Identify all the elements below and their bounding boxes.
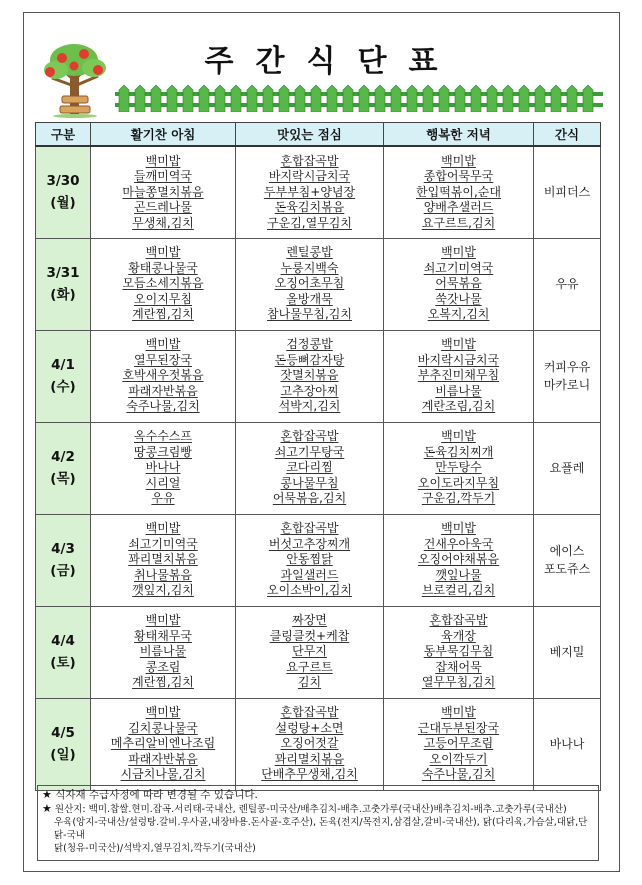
breakfast-item-text: 모듬소세지볶음 (122, 276, 204, 291)
breakfast-item (91, 245, 235, 261)
dinner-item (384, 154, 533, 170)
breakfast-item-text: 무생채,김치 (132, 215, 194, 230)
table-row (36, 330, 601, 422)
lunch-item (236, 384, 383, 400)
dinner-item-text: 잡채어묵 (435, 659, 482, 674)
breakfast-item-text: 시금치나물,김치 (120, 767, 206, 782)
fence-decoration (115, 84, 603, 112)
date-cell (36, 422, 91, 514)
dinner-item (384, 200, 533, 216)
lunch-item (236, 399, 383, 415)
lunch-item (236, 261, 383, 277)
dinner-cell (384, 698, 534, 790)
snack-cell (534, 146, 601, 238)
lunch-item (236, 200, 383, 216)
dinner-item (384, 521, 533, 537)
dinner-item-text: 백미밥 (441, 337, 476, 352)
dinner-item-text: 만두탕수 (435, 460, 482, 475)
lunch-item (236, 721, 383, 737)
page-title: 주간식단표 (204, 44, 460, 79)
dinner-item (384, 491, 533, 507)
menu-body (36, 146, 601, 790)
breakfast-item-text: 김치콩나물국 (128, 720, 198, 735)
date-label: 3/31 (46, 265, 80, 281)
dinner-item-text: 고등어무조림 (423, 736, 494, 751)
lunch-item-text: 돈육김치볶음 (274, 200, 345, 214)
lunch-item (236, 429, 383, 445)
lunch-item-text: 어묵볶음,김치 (272, 491, 347, 506)
breakfast-item (91, 675, 235, 691)
dinner-item (384, 245, 533, 261)
breakfast-item (91, 705, 235, 721)
lunch-item-text: 잣멸치볶음 (280, 368, 339, 383)
lunch-item-text: 누룽지백숙 (280, 260, 339, 275)
lunch-item-text: 꽈리멸치볶음 (274, 751, 345, 766)
lunch-item-text: 짜장면 (292, 613, 327, 628)
lunch-item (236, 660, 383, 676)
breakfast-item (91, 353, 235, 369)
breakfast-item-text: 콩조림 (145, 659, 181, 674)
date-cell (36, 606, 91, 698)
dinner-item-text: 돈육김치찌개 (423, 444, 494, 459)
snack-cell (534, 514, 601, 606)
lunch-item-text: 쇠고기무탕국 (274, 444, 345, 459)
dinner-item (384, 568, 533, 584)
breakfast-item-text: 땅콩크림빵 (134, 444, 192, 459)
snack-cell (534, 330, 601, 422)
dinner-item-text: 오이도라지무침 (417, 475, 500, 490)
dinner-item-text: 건새우아욱국 (423, 536, 494, 551)
lunch-item-text: 코다리찜 (286, 460, 333, 475)
dinner-item-text: 동부묵김무침 (423, 644, 494, 659)
dinner-item-text: 부추진미채무침 (417, 368, 500, 383)
dinner-item (384, 552, 533, 568)
lunch-item (236, 644, 383, 660)
dinner-item (384, 660, 533, 676)
lunch-item (236, 154, 383, 170)
table-row (36, 514, 601, 606)
snack-cell (534, 422, 601, 514)
breakfast-item (91, 583, 235, 599)
dinner-item (384, 476, 533, 492)
dinner-item-text: 구운김,깍두기 (421, 491, 496, 506)
breakfast-item-text: 꽈리멸치볶음 (128, 552, 198, 567)
date-label: 4/1 (51, 357, 75, 373)
breakfast-item-text: 백미밥 (145, 245, 181, 260)
breakfast-cell (91, 422, 236, 514)
lunch-item (236, 307, 383, 323)
breakfast-item-text: 오이지무침 (134, 291, 192, 306)
weekday-label: (금) (50, 563, 76, 579)
dinner-item (384, 292, 533, 308)
breakfast-item (91, 660, 235, 676)
note-origin-1 (42, 802, 594, 816)
lunch-item-text: 돈등뼈감자탕 (274, 352, 345, 367)
dinner-item (384, 307, 533, 323)
lunch-item (236, 337, 383, 353)
breakfast-item (91, 216, 235, 232)
breakfast-item (91, 629, 235, 645)
lunch-item (236, 460, 383, 476)
snack-item: 바나나 (549, 737, 585, 751)
breakfast-item (91, 736, 235, 752)
dinner-cell (384, 606, 534, 698)
lunch-item-text: 렌틸콩밥 (286, 245, 333, 260)
note-origin-text-1: 원산지: 백미.찹쌀.현미.잡곡.서리태-국내산, 렌틸콩-미국산/배추김치-배추.고춧가루(국내산)배추김치-배추.고춧가루(국내산) (54, 804, 567, 815)
breakfast-item-text: 파래자반볶음 (128, 383, 198, 398)
lunch-item (236, 767, 383, 783)
star-icon: ★ (42, 802, 52, 815)
lunch-item (236, 736, 383, 752)
breakfast-item-text: 곤드레나물 (134, 200, 192, 214)
lunch-cell (236, 238, 384, 330)
breakfast-item (91, 460, 235, 476)
lunch-item-text: 혼합잡곡밥 (280, 153, 339, 168)
header-row (36, 123, 601, 147)
breakfast-item (91, 752, 235, 768)
lunch-item-text: 설렁탕+소면 (275, 720, 344, 735)
lunch-cell (236, 146, 384, 238)
lunch-item (236, 521, 383, 537)
dinner-item-text: 백미밥 (441, 521, 476, 536)
lunch-item-text: 버섯고추장찌개 (268, 536, 351, 551)
date-cell (36, 146, 91, 238)
breakfast-item (91, 276, 235, 292)
weekday-label: (토) (50, 655, 76, 671)
lunch-item (236, 185, 383, 201)
dinner-item (384, 353, 533, 369)
lunch-item-text: 요구르트 (286, 659, 333, 674)
lunch-item (236, 552, 383, 568)
lunch-item (236, 368, 383, 384)
snack-item: 마카로니 (543, 378, 591, 392)
dinner-item-text: 근대두부된장국 (417, 720, 500, 735)
lunch-item-text: 오징어초무침 (274, 276, 345, 291)
breakfast-item-text: 백미밥 (145, 153, 181, 168)
dinner-cell (384, 146, 534, 238)
snack-item: 우유 (555, 277, 579, 291)
lunch-item-text: 구운김,열무김치 (267, 215, 352, 230)
breakfast-item (91, 169, 235, 185)
dinner-item (384, 644, 533, 660)
lunch-item (236, 491, 383, 507)
date-cell (36, 514, 91, 606)
lunch-item-text: 참나물무침,김치 (267, 307, 352, 322)
breakfast-cell (91, 606, 236, 698)
dinner-item-text: 쑥갓나물 (435, 291, 482, 306)
lunch-item-text: 김치 (297, 675, 322, 690)
dinner-cell (384, 238, 534, 330)
dinner-item-text: 양배추샐러드 (423, 200, 494, 214)
dinner-item (384, 276, 533, 292)
weekday-label: (목) (50, 471, 76, 487)
dinner-item (384, 185, 533, 201)
breakfast-item-text: 취나물볶음 (134, 567, 192, 582)
breakfast-item-text: 계란찜,김치 (132, 307, 194, 322)
dinner-item (384, 216, 533, 232)
dinner-item (384, 629, 533, 645)
breakfast-item (91, 154, 235, 170)
lunch-item-text: 올방개묵 (286, 291, 333, 306)
breakfast-item-text: 황태채무국 (134, 628, 192, 643)
dinner-item-text: 육개장 (441, 628, 476, 643)
lunch-item-text: 클링클컷+케찹 (269, 628, 350, 643)
lunch-item (236, 705, 383, 721)
lunch-item (236, 353, 383, 369)
dinner-item-text: 백미밥 (441, 245, 476, 260)
dinner-item-text: 바지락시금치국 (417, 352, 500, 367)
lunch-item (236, 568, 383, 584)
breakfast-item (91, 185, 235, 201)
snack-item: 요플레 (549, 461, 585, 475)
column-header-snack: 간식 (534, 123, 601, 147)
lunch-cell (236, 330, 384, 422)
lunch-item (236, 476, 383, 492)
lunch-item-text: 바지락시금치국 (268, 169, 351, 183)
lunch-item (236, 675, 383, 691)
lunch-item (236, 445, 383, 461)
breakfast-cell (91, 330, 236, 422)
breakfast-item (91, 445, 235, 461)
dinner-item (384, 460, 533, 476)
note-change (42, 788, 594, 802)
dinner-item-text: 오징어야채볶음 (417, 552, 500, 567)
breakfast-item-text: 바나나 (145, 460, 181, 475)
snack-cell (534, 238, 601, 330)
breakfast-cell (91, 698, 236, 790)
breakfast-item (91, 767, 235, 783)
breakfast-item-text: 옥수수스프 (134, 429, 192, 444)
breakfast-item (91, 429, 235, 445)
column-header-lunch: 맛있는 점심 (236, 123, 384, 147)
weekday-label: (월) (50, 195, 76, 212)
snack-item: 비피더스 (543, 185, 591, 200)
lunch-item (236, 216, 383, 232)
breakfast-item-text: 비름나물 (139, 644, 187, 659)
lunch-item (236, 629, 383, 645)
dinner-item-text: 혼합잡곡밥 (429, 613, 488, 628)
weekday-label: (일) (50, 747, 76, 763)
snack-item: 포도쥬스 (543, 562, 591, 576)
dinner-item-text: 계란조림,김치 (421, 399, 496, 414)
dinner-item (384, 721, 533, 737)
snack-cell (534, 606, 601, 698)
dinner-item (384, 736, 533, 752)
lunch-item-text: 안동찜닭 (286, 552, 333, 567)
notes-box (37, 785, 599, 861)
dinner-item-text: 어묵볶음 (435, 276, 482, 291)
lunch-cell (236, 606, 384, 698)
breakfast-item-text: 호박새우젓볶음 (122, 368, 204, 383)
date-cell (36, 698, 91, 790)
dinner-cell (384, 514, 534, 606)
lunch-item-text: 콩나물무침 (280, 475, 339, 490)
breakfast-item-text: 계란찜,김치 (132, 675, 194, 690)
note-origin-2: 우육(앙지-국내산/설렁탕.갈비.우사골,내장바용.돈사골-호주산), 돈육(전지/목전지,삼겹살,갈비-국내산), 닭(다리육,가슴살,대닭,단닭-국내 (54, 817, 588, 841)
lunch-item (236, 245, 383, 261)
table-row (36, 606, 601, 698)
dinner-item (384, 613, 533, 629)
breakfast-item-text: 열무된장국 (134, 352, 192, 367)
lunch-item-text: 혼합잡곡밥 (280, 429, 339, 444)
breakfast-cell (91, 238, 236, 330)
column-header-dinner: 행복한 저녁 (384, 123, 534, 147)
title-wrap (0, 36, 642, 80)
lunch-cell (236, 698, 384, 790)
breakfast-item-text: 백미밥 (145, 521, 181, 536)
breakfast-cell (91, 514, 236, 606)
dinner-item-text: 숙주나물,김치 (421, 767, 496, 782)
column-header-breakfast: 활기찬 아침 (91, 123, 236, 147)
breakfast-item (91, 721, 235, 737)
breakfast-item-text: 백미밥 (145, 705, 181, 720)
dinner-cell (384, 330, 534, 422)
date-label: 3/30 (46, 173, 80, 190)
lunch-item (236, 169, 383, 185)
dinner-item-text: 백미밥 (441, 429, 476, 444)
dinner-item (384, 752, 533, 768)
dinner-item (384, 399, 533, 415)
breakfast-item-text: 쇠고기미역국 (128, 536, 198, 551)
breakfast-item-text: 깻잎지,김치 (132, 583, 194, 598)
dinner-item-text: 비름나물 (435, 383, 482, 398)
breakfast-item-text: 황태콩나물국 (128, 260, 198, 275)
dinner-item-text: 브로컬리,김치 (421, 583, 496, 598)
dinner-item (384, 583, 533, 599)
date-cell (36, 330, 91, 422)
lunch-item-text: 혼합잡곡밥 (280, 705, 339, 720)
breakfast-item (91, 261, 235, 277)
note-origin-3: 닭(청유-미국산)/석박지,열무김치,깍두기(국내산) (54, 843, 256, 854)
lunch-cell (236, 422, 384, 514)
table-row (36, 146, 601, 238)
breakfast-item (91, 368, 235, 384)
breakfast-item (91, 476, 235, 492)
dinner-item (384, 261, 533, 277)
column-header-category: 구분 (36, 123, 91, 147)
breakfast-item (91, 200, 235, 216)
breakfast-item (91, 552, 235, 568)
dinner-item-text: 열무무침,김치 (421, 675, 496, 690)
lunch-cell (236, 514, 384, 606)
breakfast-item-text: 파래자반볶음 (128, 751, 198, 766)
breakfast-item-text: 마늘쫑멸치볶음 (122, 184, 204, 199)
dinner-item-text: 요구르트,김치 (421, 215, 496, 230)
weekday-label: (화) (50, 287, 76, 303)
breakfast-item-text: 시리얼 (145, 475, 181, 490)
breakfast-item (91, 384, 235, 400)
lunch-item-text: 두부부침+양념장 (263, 184, 356, 199)
date-label: 4/2 (51, 449, 75, 465)
breakfast-item (91, 399, 235, 415)
lunch-item-text: 석박지,김치 (278, 399, 341, 414)
breakfast-item (91, 644, 235, 660)
table-row (36, 238, 601, 330)
breakfast-item (91, 337, 235, 353)
snack-cell (534, 698, 601, 790)
lunch-item-text: 고추장아찌 (280, 383, 339, 398)
breakfast-item (91, 613, 235, 629)
lunch-item (236, 752, 383, 768)
dinner-cell (384, 422, 534, 514)
lunch-item-text: 단무지 (292, 644, 327, 659)
table-row (36, 422, 601, 514)
lunch-item (236, 537, 383, 553)
breakfast-item (91, 292, 235, 308)
dinner-item (384, 537, 533, 553)
lunch-item-text: 혼합잡곡밥 (280, 521, 339, 536)
breakfast-cell (91, 146, 236, 238)
menu-table (35, 122, 601, 791)
dinner-item-text: 한입떡볶이,순대 (416, 184, 501, 199)
dinner-item-text: 종합어묵무국 (423, 169, 494, 183)
dinner-item-text: 백미밥 (441, 153, 476, 168)
breakfast-item-text: 백미밥 (145, 337, 181, 352)
breakfast-item (91, 521, 235, 537)
breakfast-item (91, 568, 235, 584)
breakfast-item (91, 307, 235, 323)
dinner-item (384, 429, 533, 445)
table-row (36, 698, 601, 790)
breakfast-item-text: 우유 (151, 491, 175, 506)
dinner-item (384, 675, 533, 691)
star-icon: ★ (42, 788, 52, 801)
snack-item: 커피우유 (543, 360, 591, 374)
dinner-item (384, 368, 533, 384)
dinner-item-text: 백미밥 (441, 705, 476, 720)
breakfast-item (91, 491, 235, 507)
breakfast-item-text: 들깨미역국 (134, 169, 192, 183)
breakfast-item-text: 메추리알비엔나조림 (110, 736, 216, 751)
dinner-item (384, 445, 533, 461)
breakfast-item-text: 백미밥 (145, 613, 181, 628)
snack-item: 베지밀 (549, 645, 585, 659)
dinner-item-text: 깻잎나물 (435, 567, 482, 582)
lunch-item-text: 오이소박이,김치 (267, 583, 352, 598)
note-change-text: 식자재 수급사정에 따라 변경될 수 있습니다. (55, 789, 258, 801)
lunch-item-text: 과일샐러드 (280, 567, 339, 582)
date-label: 4/3 (51, 541, 75, 557)
lunch-item-text: 오징어젓갈 (280, 736, 339, 751)
lunch-item-text: 단배추무생채,김치 (261, 767, 358, 782)
dinner-item (384, 384, 533, 400)
lunch-item (236, 613, 383, 629)
breakfast-item-text: 숙주나물,김치 (126, 399, 200, 414)
dinner-item-text: 오이깍두기 (429, 751, 488, 766)
date-cell (36, 238, 91, 330)
weekday-label: (수) (50, 379, 76, 395)
snack-item: 에이스 (549, 544, 585, 558)
lunch-item (236, 583, 383, 599)
lunch-item (236, 292, 383, 308)
breakfast-item (91, 537, 235, 553)
dinner-item (384, 705, 533, 721)
date-label: 4/5 (51, 725, 75, 741)
date-label: 4/4 (51, 633, 75, 649)
lunch-item-text: 검정콩밥 (286, 337, 333, 352)
dinner-item (384, 337, 533, 353)
dinner-item-text: 쇠고기미역국 (423, 260, 494, 275)
dinner-item (384, 169, 533, 185)
dinner-item-text: 오복지,김치 (427, 307, 490, 322)
dinner-item (384, 767, 533, 783)
lunch-item (236, 276, 383, 292)
